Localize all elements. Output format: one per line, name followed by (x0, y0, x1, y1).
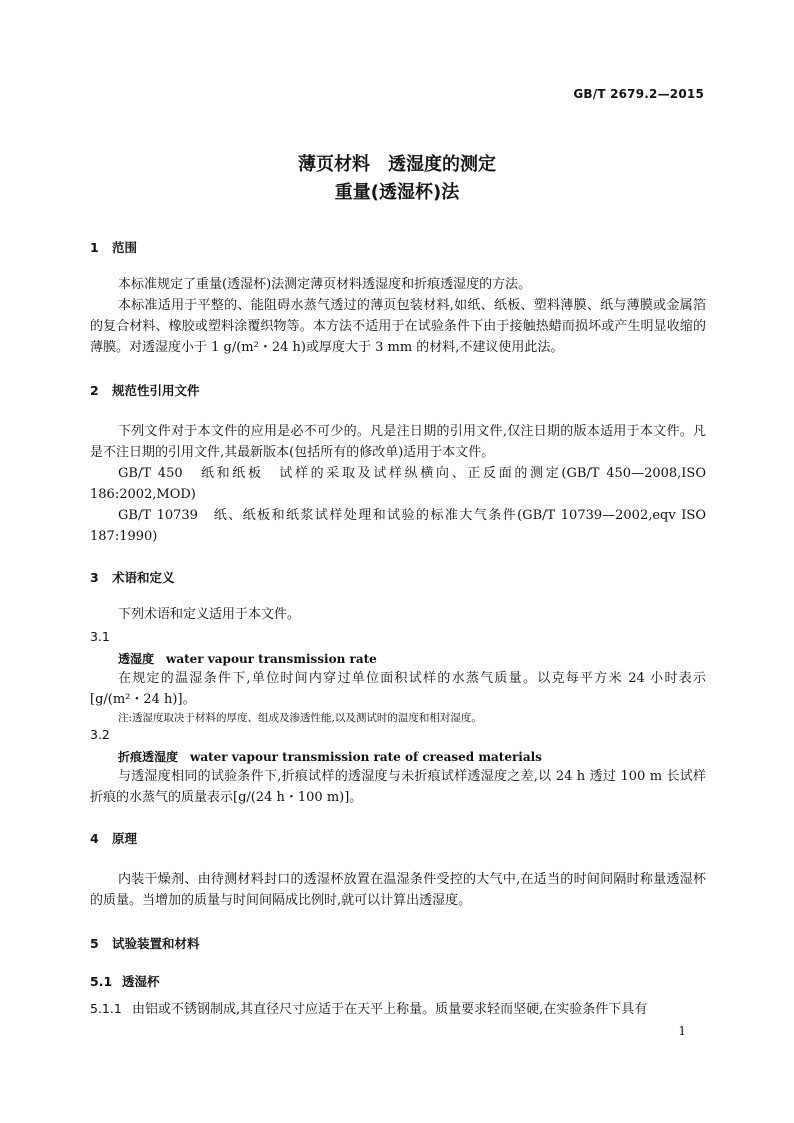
section-title: 试验装置和材料 (112, 936, 200, 951)
section-1-para-1: 本标准规定了重量(透湿杯)法测定薄页材料透湿度和折痕透湿度的方法。 (118, 277, 532, 292)
section-title: 术语和定义 (112, 570, 175, 585)
clause-5-1-1 (90, 999, 647, 1020)
section-title: 范围 (112, 240, 138, 255)
section-number: 4 (90, 831, 99, 846)
section-number: 3 (90, 570, 99, 585)
term-3-1 (118, 650, 377, 667)
term-3-2-number: 3.2 (90, 727, 110, 742)
section-3-para-1: 下列术语和定义适用于本文件。 (118, 607, 301, 622)
clause-number: 5.1.1 (90, 1001, 122, 1016)
section-2-heading (90, 381, 200, 399)
subsection-title: 透湿杯 (122, 974, 160, 989)
term-cn: 折痕透湿度 (118, 750, 179, 764)
standard-number: GB/T 2679.2—2015 (573, 87, 704, 101)
section-number: 5 (90, 936, 99, 951)
section-1-para-2: 本标准适用于平整的、能阻碍水蒸气透过的薄页包装材料,如纸、纸板、塑料薄膜、纸与薄膜或金属箔的复合材料、橡胶或塑料涂覆织物等。本方法不适用于在试验条件下由于接触热蜡而损坏或产生明显收缩的薄膜。对透湿度小于 1 g/(m²・24 h)或厚度大于 3 mm 的材料,不建议使用此法。 (90, 298, 706, 355)
section-number: 2 (90, 383, 99, 398)
subsection-5-1-heading (90, 972, 160, 990)
subsection-number: 5.1 (90, 974, 113, 989)
reference-gbt-10739: GB/T 10739 纸、纸板和纸浆试样处理和试验的标准大气条件(GB/T 10739—2002,eqv ISO 187:1990) (90, 508, 706, 544)
reference-gbt-450: GB/T 450 纸和纸板 试样的采取及试样纵横向、正反面的测定(GB/T 450—2008,ISO 186:2002,MOD) (90, 466, 706, 502)
section-3-heading (90, 568, 175, 586)
section-title: 原理 (112, 831, 138, 846)
document-title-line2: 重量(透湿杯)法 (334, 182, 460, 203)
clause-text: 由铝或不锈钢制成,其直径尺寸应适于在天平上称量。质量要求轻而坚硬,在实验条件下具有 (132, 1002, 648, 1017)
section-4-heading (90, 829, 137, 847)
term-3-2-definition: 与透湿度相同的试验条件下,折痕试样的透湿度与未折痕试样透湿度之差,以 24 h 透过 100 m 长试样折痕的水蒸气的质量表示[g/(24 h・100 m)]。 (90, 769, 706, 805)
document-title-line1: 薄页材料 透湿度的测定 (298, 154, 496, 175)
page-number: 1 (678, 1024, 686, 1038)
term-3-1-number: 3.1 (90, 629, 110, 644)
term-cn: 透湿度 (118, 652, 155, 666)
term-3-1-definition: 在规定的温湿条件下,单位时间内穿过单位面积试样的水蒸气质量。以克每平方米 24 小时表示[g/(m²・24 h)]。 (90, 671, 706, 707)
section-5-heading (90, 934, 200, 952)
term-en: water vapour transmission rate of creased materials (190, 750, 542, 764)
term-3-1-note: 注:透湿度取决于材料的厚度、组成及渗透性能,以及测试时的温度和相对湿度。 (118, 712, 482, 724)
section-title: 规范性引用文件 (112, 383, 200, 398)
term-3-2 (118, 748, 542, 765)
section-1-heading (90, 238, 137, 256)
term-en: water vapour transmission rate (166, 652, 377, 666)
section-number: 1 (90, 240, 99, 255)
section-2-para-1: 下列文件对于本文件的应用是必不可少的。凡是注日期的引用文件,仅注日期的版本适用于本文件。凡是不注日期的引用文件,其最新版本(包括所有的修改单)适用于本文件。 (90, 424, 706, 460)
section-4-para-1: 内装干燥剂、由待测材料封口的透湿杯放置在温湿条件受控的大气中,在适当的时间间隔时称量透湿杯的质量。当增加的质量与时间间隔成比例时,就可以计算出透湿度。 (90, 872, 706, 908)
